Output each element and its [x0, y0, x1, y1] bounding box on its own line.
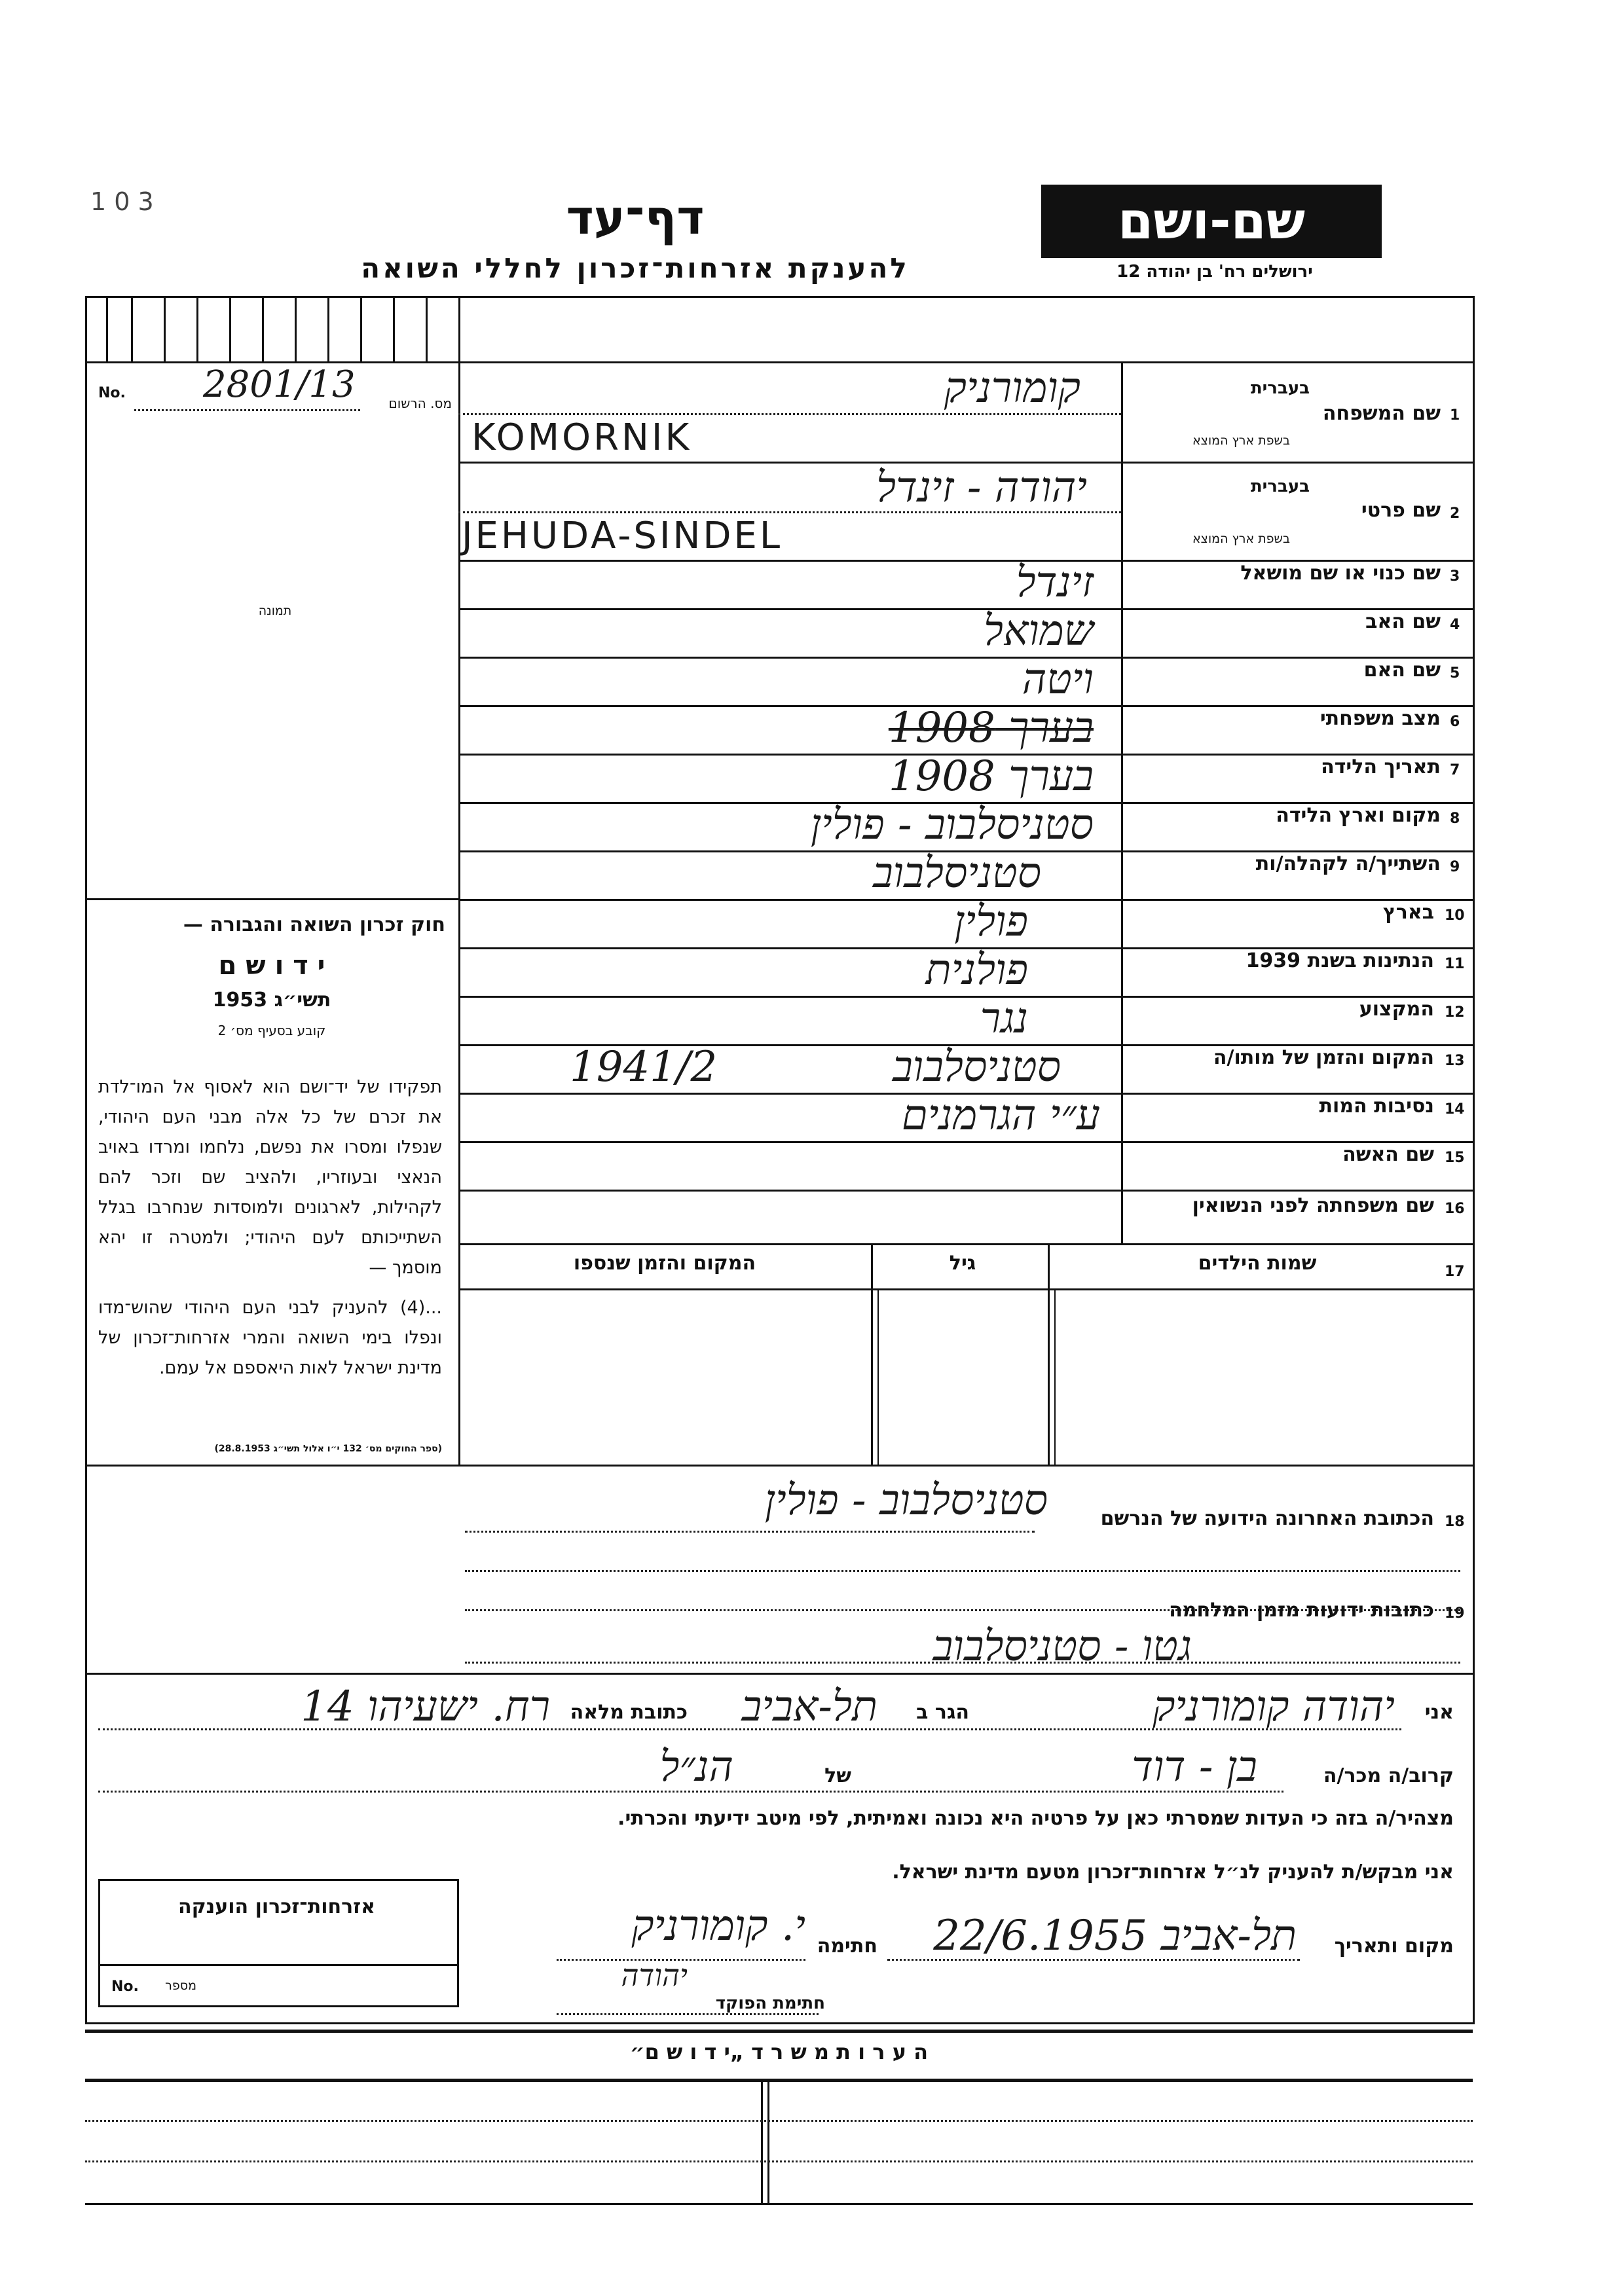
- field-2-value-origin: JEHUDA-SINDEL: [462, 515, 783, 557]
- yad-vashem-logo: [1041, 185, 1382, 258]
- field-18-number: 18: [1445, 1514, 1465, 1530]
- children-header-line: [458, 1288, 1473, 1290]
- decl-of-label: של: [824, 1764, 851, 1787]
- reg-no-label: No.: [98, 385, 126, 401]
- header-address: ירושלים רח' בן יהודה 12: [1116, 262, 1313, 282]
- field-11-number: 11: [1445, 956, 1465, 972]
- field-4-label: שם האב: [1365, 610, 1441, 633]
- citizenship-box-title: אזרחות־זכרון הוענקה: [177, 1895, 376, 1918]
- field-19-value: גטו - סטניסלבוב: [932, 1622, 1192, 1671]
- field-10-value: פולין: [954, 898, 1028, 946]
- field-3-label: שם כנוי או שם מושאל: [1240, 562, 1441, 585]
- notes-divider-2: [767, 2079, 769, 2203]
- decl-statement-2: אני מבקש/ת להעניק לנ״ל אזרחות־זכרון מטעם מדינת ישראל.: [892, 1861, 1454, 1884]
- field-19-number: 19: [1445, 1605, 1465, 1622]
- field-12-number: 12: [1445, 1004, 1465, 1021]
- notes-divider-1: [761, 2079, 763, 2203]
- field-19-label: כתובות ידועות מזמן המלחמה: [1169, 1599, 1434, 1622]
- field-2-label: שם פרטי: [1361, 499, 1441, 522]
- decl-line-1: [98, 1728, 1401, 1730]
- field-13-value: סטניסלבוב: [892, 1043, 1061, 1091]
- field-7-value: בערך 1908: [888, 752, 1094, 801]
- field-1-number: 1: [1450, 407, 1460, 424]
- decl-line-2: [98, 1791, 1283, 1793]
- field-10-label: בארץ: [1382, 901, 1434, 924]
- decl-place-date-dots: [887, 1959, 1300, 1961]
- decl-place-date-label: מקום ותאריך: [1334, 1935, 1454, 1958]
- field-1-label: שם המשפחה: [1322, 402, 1441, 425]
- citizenship-box-num-label: מספר: [165, 1978, 196, 1993]
- field-1-value-origin: KOMORNIK: [471, 416, 692, 459]
- decl-of-value: הנ״ל: [659, 1743, 733, 1791]
- law-name: י ד ו ש ם: [218, 951, 325, 981]
- photo-box-bottom: [85, 898, 458, 900]
- field-3-number: 3: [1450, 568, 1460, 585]
- notes-line-1: [85, 2120, 1473, 2122]
- notes-bottom-line: [85, 2203, 1473, 2205]
- children-col-names: שמות הילדים: [1198, 1252, 1317, 1275]
- decl-statement-1: מצהיר/ה בזה כי העדות שמסרתי כאן על פרטיה היא נכונה ואמיתית, לפי מיטב ידיעתי והכרתי.: [618, 1807, 1454, 1830]
- corner-mark: 1 0 3: [90, 187, 154, 216]
- field-11-label: הנתינות בשנת 1939: [1246, 949, 1434, 972]
- form-subtitle: להענקת אזרחות־זכרון לחללי השואה: [361, 252, 910, 284]
- decl-resides-label: הגר ב: [916, 1701, 969, 1724]
- decl-signature-value: י. קומורניק: [631, 1902, 805, 1950]
- decl-official-sig-label: חתימת הפוקד: [715, 1994, 825, 2013]
- field-5-number: 5: [1450, 665, 1460, 682]
- form-title: דף־עד: [566, 190, 705, 245]
- field-18-dots: [465, 1531, 1035, 1533]
- law-text-2: ...(4) להעניק לבני העם היהודי שהוש־מדו ונפלו בימי השואה והמרי אזרחות־זכרון של מדינת ישראל לאות היאספם אל עמם.: [98, 1298, 442, 1378]
- decl-place-date-value: תל-אביב 22/6.1955: [933, 1912, 1297, 1960]
- field-5-value: ויטה: [1022, 655, 1094, 704]
- decl-resides-value: תל-אביב: [741, 1683, 877, 1731]
- notes-title: ה ע ר ו ת מ ש ר ד „י ד ו ש ם״: [629, 2039, 929, 2064]
- field-7-number: 7: [1450, 762, 1460, 778]
- logo-text: שם-ושם: [1117, 192, 1306, 251]
- field-13-label: המקום והזמן של מותו/ה: [1213, 1046, 1434, 1069]
- citizenship-box-line: [98, 1964, 457, 1966]
- top-strip-divider: [458, 298, 460, 361]
- children-col-4: [1054, 1288, 1056, 1465]
- reg-dots: [134, 409, 360, 411]
- field-8-value: סטניסלבוב - פולין: [810, 801, 1094, 849]
- field-2-sub-origin: בשפת ארץ המוצא: [1192, 532, 1290, 546]
- law-source: (ספר החוקים מס׳ 132 י״ו אלול תשי״ג 28.8.1953): [214, 1444, 442, 1454]
- notes-line-2: [85, 2160, 1473, 2162]
- field-14-label: נסיבות המות: [1319, 1095, 1434, 1118]
- field-8-label: מקום וארץ הלידה: [1276, 804, 1441, 827]
- children-col-age: גיל: [949, 1252, 976, 1275]
- field-13-number: 13: [1445, 1053, 1465, 1069]
- field-9-label: השתייך/ה לקהלה/ות: [1255, 852, 1441, 875]
- field-18-label: הכתובת האחרונה הידועה של הנרשם: [1100, 1507, 1434, 1530]
- decl-address-label: כתובת מלאה: [570, 1701, 688, 1724]
- decl-address-value: רח. ישעיהו 14: [301, 1683, 550, 1731]
- photo-label: תמונה: [258, 604, 292, 618]
- decl-relative-value: בן - דוד: [1132, 1743, 1257, 1791]
- field-2-value-hebrew: יהודה - זינדל: [876, 464, 1087, 512]
- field-3-value: זינדל: [1016, 558, 1094, 607]
- field-14-number: 14: [1445, 1101, 1465, 1118]
- decl-ani-label: אני: [1424, 1701, 1454, 1724]
- reg-label: מס. הרשום: [388, 395, 452, 411]
- field-19-bottom-line: [85, 1673, 1473, 1675]
- decl-signature-label: חתימה: [817, 1935, 877, 1958]
- field-9-value: סטניסלבוב: [872, 849, 1041, 898]
- field-16-label: שם משפחתה לפני הנשואין: [1192, 1194, 1434, 1217]
- law-year: תשי״ג 1953: [212, 989, 331, 1011]
- field-1-value-hebrew: קומורניק: [944, 364, 1080, 412]
- field-18-value: סטניסלבוב - פולין: [764, 1476, 1048, 1525]
- field-9-number: 9: [1450, 859, 1460, 875]
- field-17-number: 17: [1445, 1264, 1465, 1280]
- left-column-divider: [458, 361, 460, 1465]
- field-1-sub-origin: בשפת ארץ המוצא: [1192, 433, 1290, 448]
- field-5-label: שם האם: [1363, 659, 1441, 682]
- children-col-place: המקום והזמן שנספו: [573, 1252, 756, 1275]
- citizenship-box-no: No.: [111, 1978, 139, 1995]
- field-2-number: 2: [1450, 505, 1460, 522]
- decl-official-sig-value: יהודה: [621, 1958, 688, 1993]
- field-1-sub-hebrew: בעברית: [1250, 378, 1310, 398]
- field-16-number: 16: [1445, 1201, 1465, 1217]
- field-4-value: שמואל: [984, 607, 1094, 655]
- field-6-value: בערך 1908: [888, 704, 1094, 752]
- field-19-dots: [465, 1662, 1460, 1664]
- children-col-3: [877, 1288, 879, 1465]
- children-col-1: [871, 1243, 873, 1465]
- field-2-sub-hebrew: בעברית: [1250, 477, 1310, 496]
- field-8-number: 8: [1450, 811, 1460, 827]
- decl-official-sig-dots: [557, 2013, 819, 2015]
- decl-ani-value: יהודה קומורניק: [1153, 1683, 1395, 1731]
- notes-title-line: [85, 2079, 1473, 2082]
- field-15-label: שם האשה: [1342, 1143, 1434, 1166]
- children-bottom-line: [85, 1465, 1473, 1467]
- field-7-label: תאריך הלידה: [1321, 756, 1441, 778]
- law-text-1: תפקידו של יד־ושם הוא לאסוף אל המו־לדת את זכרם של כל אלה מבני העם היהודי, שנפלו ומסרו את נפשם, נלחמו ומרדו באויב הנאצי ובעוזריו, ולהציב שם וזכר להם לקהילות, לארגונים ולמוסדות שנחרבו בגלל השתייכותם לעם היהודי; ולמטרה זו יהא מוסמך —: [98, 1077, 442, 1278]
- field-13-year: 1941/2: [570, 1043, 718, 1091]
- law-title: חוק זכרון השואה והגבורה —: [183, 913, 445, 936]
- reg-number: 2801/13: [203, 363, 356, 406]
- field-11-value: פולנית: [925, 946, 1028, 994]
- field-14-value: ע״י הגרמנים: [901, 1091, 1100, 1140]
- field-6-label: מצב משפחתי: [1320, 707, 1441, 730]
- field-10-number: 10: [1445, 907, 1465, 924]
- field-15-number: 15: [1445, 1150, 1465, 1166]
- decl-relative-label: קרוב/ה מכר/ה: [1323, 1764, 1454, 1787]
- children-col-2: [1048, 1243, 1050, 1465]
- field-4-number: 4: [1450, 617, 1460, 633]
- field-12-value: נגר: [980, 994, 1028, 1043]
- field-6-number: 6: [1450, 714, 1460, 730]
- field-12-label: המקצוע: [1359, 998, 1434, 1021]
- law-clause: קובע בסעיף מס׳ 2: [217, 1023, 326, 1038]
- field-18-dots-2: [465, 1570, 1460, 1572]
- notes-top-line: [85, 2030, 1473, 2033]
